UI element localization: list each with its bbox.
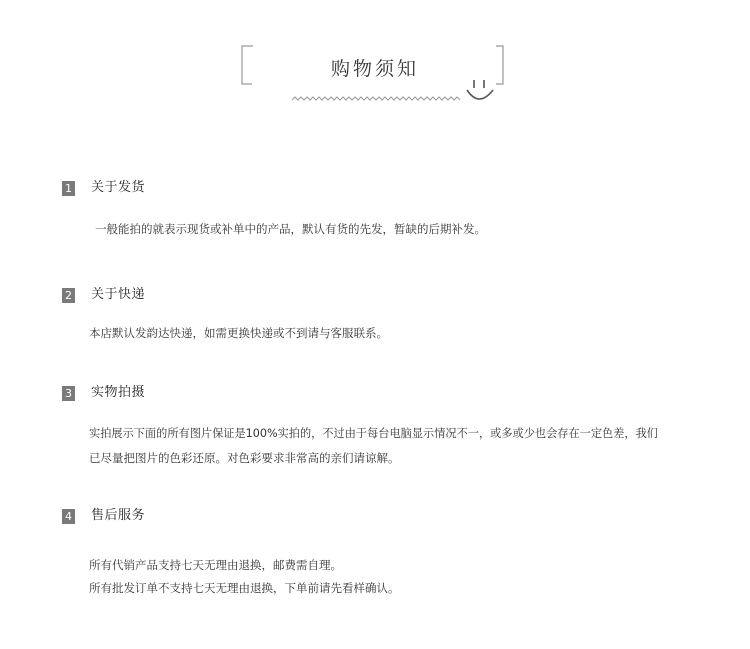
- section-heading-photos: [62, 385, 145, 401]
- section-title: 关于快递: [91, 287, 146, 302]
- section-text-line: 一般能拍的就表示现货或补单中的产品，默认有货的先发，暂缺的后期补发。: [95, 222, 486, 236]
- section-heading-after-sales: [62, 508, 145, 524]
- section-text-line: 实拍展示下面的所有图片保证是100%实拍的，不过由于每台电脑显示情况不一，或多或少也会存在一定色差，我们: [89, 427, 658, 440]
- page-header: [0, 0, 750, 120]
- section-heading-courier: [62, 287, 145, 303]
- smiley-icon: [467, 80, 493, 99]
- section-text-line: 本店默认发韵达快递，如需更换快递或不到请与客服联系。: [89, 326, 388, 340]
- section-text-line: 所有批发订单不支持七天无理由退换，下单前请先看样确认。: [89, 581, 400, 595]
- page-title: 购物须知: [330, 58, 419, 80]
- section-title: 关于发货: [91, 180, 146, 195]
- section-number-badge: 3: [62, 386, 75, 401]
- section-text-line: 所有代销产品支持七天无理由退换，邮费需自理。: [89, 558, 342, 572]
- section-title: 售后服务: [91, 508, 146, 523]
- header-wave-line: [292, 97, 460, 100]
- section-number-badge: 1: [62, 181, 75, 196]
- section-title: 实物拍摄: [91, 385, 146, 400]
- section-number-badge: 2: [62, 288, 75, 303]
- section-heading-shipping: [62, 180, 145, 196]
- section-text-line: 已尽量把图片的色彩还原。对色彩要求非常高的亲们请谅解。: [89, 451, 400, 465]
- section-number-badge: 4: [62, 509, 75, 524]
